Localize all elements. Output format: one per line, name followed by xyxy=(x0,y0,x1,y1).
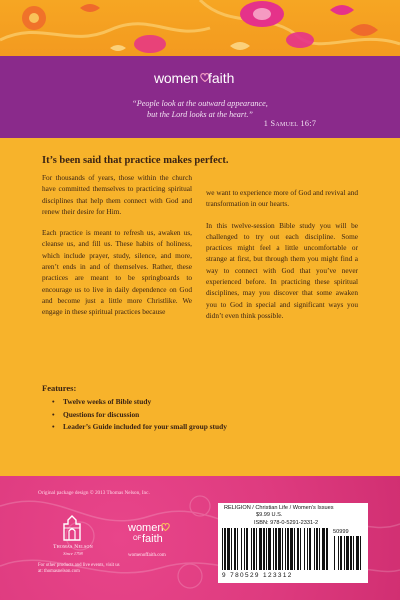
thomas-nelson-logo-icon xyxy=(60,514,84,542)
website-url: womenoffaith.com xyxy=(128,553,166,558)
list-item: • Twelve weeks of Bible study xyxy=(52,396,352,409)
floral-pattern xyxy=(0,0,400,56)
barcode-digits: 9 780529 123312 xyxy=(222,572,293,579)
barcode-addon: 50999 xyxy=(333,529,349,535)
paragraph: In this twelve-session Bible study you will be challenged to try out each discipline. Some practices might feel a little uncomfortable or strange at first, but through them you might find a way to connect with God that you’ve never experienced before. In practicing these spiritual disciplines, may you discover that some awaken you to God in special and significant ways you didn’t even think possible. xyxy=(206,220,358,320)
list-item: • Leader’s Guide included for your small group study xyxy=(52,421,352,434)
logo-faith-text: faith xyxy=(208,70,235,86)
features-title: Features: xyxy=(42,383,77,393)
quote-reference: 1 Samuel 16:7 xyxy=(263,119,317,128)
women-of-faith-logo xyxy=(154,70,246,88)
paragraph: For thousands of years, those within the church have committed themselves to practicing spiritual disciplines that help them connect with God and renew their desire for Him. xyxy=(42,173,192,216)
logo-of-text: OF xyxy=(133,536,142,542)
paragraph: Each practice is meant to refresh us, awaken us, cleanse us, and fill us. These habits of holiness, which include prayer, study, silence, and more, aren’t ends in and of themselves. Rather, these practices are meant to be springboards to encourage us to live in daily dependence on God and become just a little more Christlike. We engage in these spiritual practices because xyxy=(42,228,192,317)
paragraph: we want to experience more of God and revival and transformation in our hearts. xyxy=(206,188,358,209)
left-column xyxy=(42,172,192,328)
quote-line-1: “People look at the outward appearance, xyxy=(132,99,268,108)
top-floral-band xyxy=(0,0,400,56)
women-of-faith-footer-logo xyxy=(128,522,192,550)
isbn-text: ISBN: 978-0-5291-2331-2 xyxy=(254,520,319,526)
headline: It’s been said that practice makes perfect. xyxy=(42,155,229,166)
publisher-name: Thomas Nelson xyxy=(53,544,93,550)
right-column xyxy=(206,187,358,331)
publisher-since: Since 1798 xyxy=(63,551,83,556)
list-item: • Questions for discussion xyxy=(52,409,352,422)
quote-line-2: but the Lord looks at the heart.” xyxy=(147,110,253,119)
category-text: RELIGION / Christian Life / Women’s Issues xyxy=(224,505,334,511)
heart-icon xyxy=(161,523,170,531)
logo-women-text: women xyxy=(128,522,164,534)
design-credit: Original package design © 2013 Thomas Nelson, Inc. xyxy=(38,490,150,496)
features-list xyxy=(52,396,352,434)
logo-women-text: women xyxy=(154,70,199,86)
scripture-quote xyxy=(60,98,340,120)
publisher-note: For other products and live events, visit us at: thomasnelson.com xyxy=(38,563,120,575)
logo-faith-text: faith xyxy=(142,533,163,545)
price-text: $9.99 U.S. xyxy=(256,512,283,518)
